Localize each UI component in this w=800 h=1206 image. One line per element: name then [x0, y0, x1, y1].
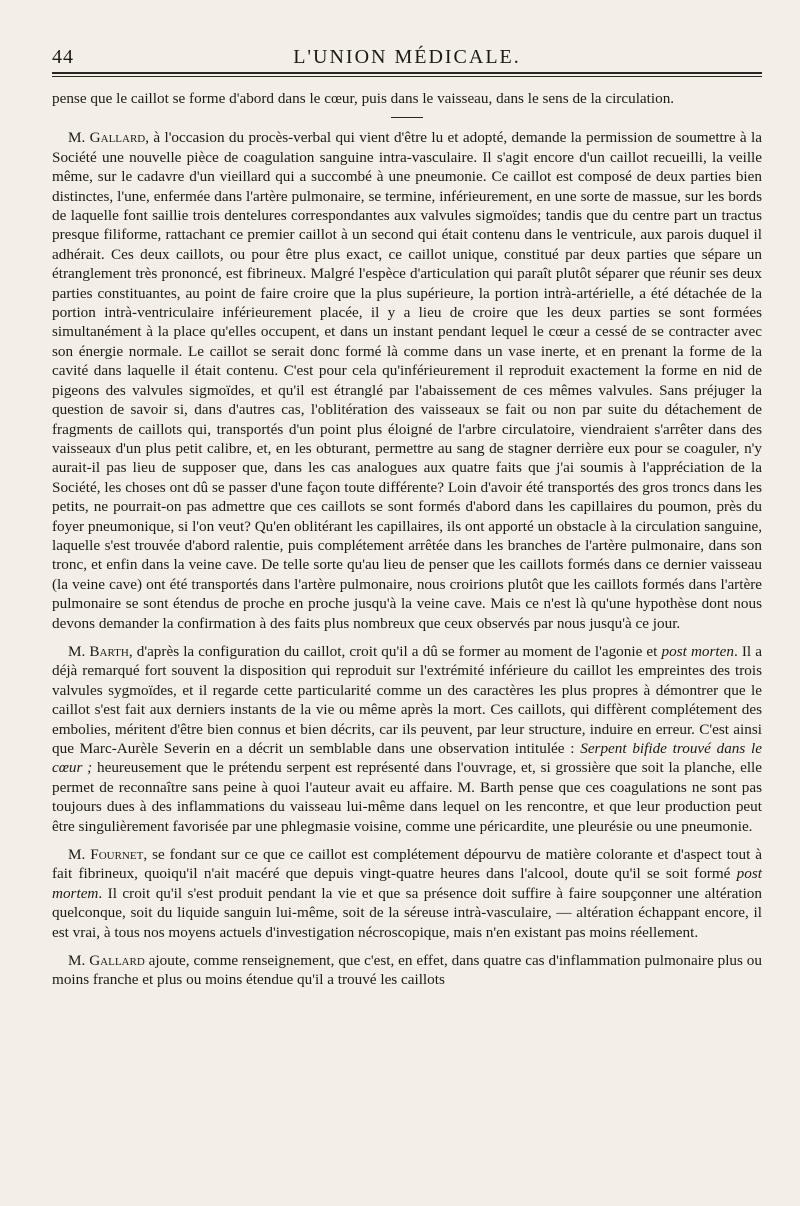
paragraph-text: . Il croit qu'il s'est produit pendant la vie et que sa présence doit suffire à faire soupçonner une altération quelconque, soit du liquide sanguin lui-même, soit de la séreuse intrà-vasculaire, — altération échappant encore, il est vrai, à tous nos moyens actuels d'investigation nécroscopique, mais n'en existant pas moins réellement.	[52, 884, 762, 941]
quoted-title: Serpent bifide trouvé dans le cœur ;	[52, 740, 762, 777]
paragraph-gallard	[52, 128, 762, 633]
paragraph-fournet	[52, 845, 762, 942]
paragraph-gap	[52, 942, 762, 951]
section-separator	[391, 117, 423, 118]
paragraph-text: ajoute, comme renseignement, que c'est, en effet, dans quatre cas d'inflammation pulmonaire plus ou moins franche et plus ou moins étendue qu'il a trouvé les caillots	[52, 952, 762, 989]
speaker-name: M. Gallard	[68, 952, 145, 970]
paragraph-text: heureusement que le prétendu serpent est représenté dans l'ouvrage, et, si grossière que soit la planche, elle permet de reconnaître sans peine à quoi l'auteur avait eu affaire. M. Barth pense que ces coagulations ne sont pas toujours dues à des inflammations du vaisseau lui-même dans lequel on les rencontre, et que leur production peut être singulièrement favorisée par une phlegmasie voisine, comme une péricardite, une pleurésie ou une pneumonie.	[52, 759, 762, 835]
header-rule	[52, 72, 762, 77]
latin-phrase: post morten	[661, 642, 734, 660]
latin-phrase: post mortem	[52, 865, 762, 902]
paragraph-text: pense que le caillot se forme d'abord dans le cœur, puis dans le vaisseau, dans le sens de la circulation.	[52, 90, 675, 107]
paragraph-gap	[52, 633, 762, 642]
article-body	[52, 89, 762, 990]
paragraph-gap	[52, 836, 762, 845]
paragraph-text: . Il a déjà remarqué fort souvent la disposition qui reproduit sur l'extrémité inférieure du caillot les empreintes des trois valvules sygmoïdes, et il regarde cette particularité comme un des caractères les plus propres à démontrer que le caillot s'est fait aux derniers instants de la vie ou même après la mort. Ces caillots, qui diffèrent complétement des embolies, méritent d'être bien connus et bien décrits, car ils peuvent, par leur structure, induire en erreur. C'est ainsi que Marc-Aurèle Severin en a décrit un semblable dans une observation intitulée :	[52, 642, 763, 757]
paragraph-text: , d'après la configuration du caillot, croit qu'il a dû se former au moment de l'agonie et	[128, 642, 662, 660]
paragraph-continuation	[52, 89, 762, 108]
running-title: L'UNION MÉDICALE.	[293, 46, 521, 68]
paragraph-text: , à l'occasion du procès-verbal qui vient d'être lu et adopté, demande la permission de soumettre à la Société une nouvelle pièce de coagulation sanguine intra-vasculaire. Il s'agit encore d'un caillot recueilli, la veille même, sur le cadavre d'un vieillard qui a succombé à une pneumonie. Ce caillot est composé de deux parties bien distinctes, l'une, enfermée dans l'artère pulmonaire, se termine, inférieurement, en une sorte de massue, sur les bords de laquelle font saillie trois dentelures correspondantes aux valvules sigmoïdes; tandis que du centre part un tractus presque filiforme, rattachant ce premier caillot à un second qui était contenu dans le ventricule, aux parois duquel il adhérait. Ces deux caillots, ou pour être plus exact, ce caillot unique, constitué par deux parties que sépare un étranglement très prononcé, est fibrineux. Malgré l'espèce d'articulation qui paraît plutôt séparer que réunir ses deux parties constituantes, au point de faire croire que la plus supérieure, la portion intrà-artérielle, a été détachée de la portion intrà-ventriculaire inférieurement placée, il y a lieu de croire que les deux parties se sont formées simultanément à la place qu'elles occupent, et dans un instant pendant lequel le cœur a cessé de se contracter avec son énergie normale. Le caillot se serait donc formé là comme dans un vase inerte, et en prenant la forme de la cavité dans laquelle il était contenu. C'est pour cela qu'inférieurement il reproduit exactement la forme en nid de pigeons des valvules sigmoïdes, et qu'il est étranglé par l'abaissement de ces mêmes valvules. Sans préjuger la question de savoir si, dans d'autres cas, l'oblitération des vaisseaux se fait ou non par suite du détachement de fragments de caillots qui, transportés d'un point plus éloigné de l'arbre circulatoire, viendraient s'arrêter dans des vaisseaux d'un plus petit calibre, et, en les obturant, permettre au sang de stagner derrière eux pour se coaguler, n'y aurait-il pas lieu de supposer que, dans les cas analogues aux quatre faits que j'ai soumis à l'appréciation de la Société, les choses ont dû se passer d'une façon toute différente? Loin d'avoir été transportés des gros troncs dans les petits, ne pourrait-on pas admettre que ces caillots se sont formés d'abord dans les capillaires du poumon, près du foyer pneumonique, si l'on veut? Qu'en oblitérant les capillaires, ils ont apporté un obstacle à la circulation sanguine, laquelle s'est trouvée d'abord ralentie, puis complétement arrêtée dans les branches de l'artère pulmonaire, dans son tronc, et enfin dans la veine cave. De telle sorte qu'au lieu de penser que les caillots formés dans ce dernier vaisseau (la veine cave) ont été transportés dans l'artère pulmonaire, nous croirions plutôt que les caillots formés dans l'artère pulmonaire se sont étendus de proche en proche jusqu'à la veine cave. Mais ce n'est là qu'une hypothèse dont nous devons demander la confirmation à des faits plus nombreux que ceux observés par nous jusqu'à ce jour.	[52, 129, 762, 632]
speaker-name: M. Gallard	[68, 129, 146, 147]
page-header	[52, 38, 762, 66]
speaker-name: M. Fournet	[68, 846, 144, 864]
paragraph-gallard-continued	[52, 951, 762, 990]
speaker-name: M. Barth	[68, 642, 129, 660]
paragraph-barth	[52, 642, 762, 836]
page-number: 44	[52, 46, 74, 68]
paragraph-text: , se fondant sur ce que ce caillot est complétement dépourvu de matière colorante et d'aspect tout à fait fibrineux, quoiqu'il n'ait macéré que depuis vingt-quatre heures dans l'alcool, doute qu'il se soit formé	[52, 846, 762, 883]
